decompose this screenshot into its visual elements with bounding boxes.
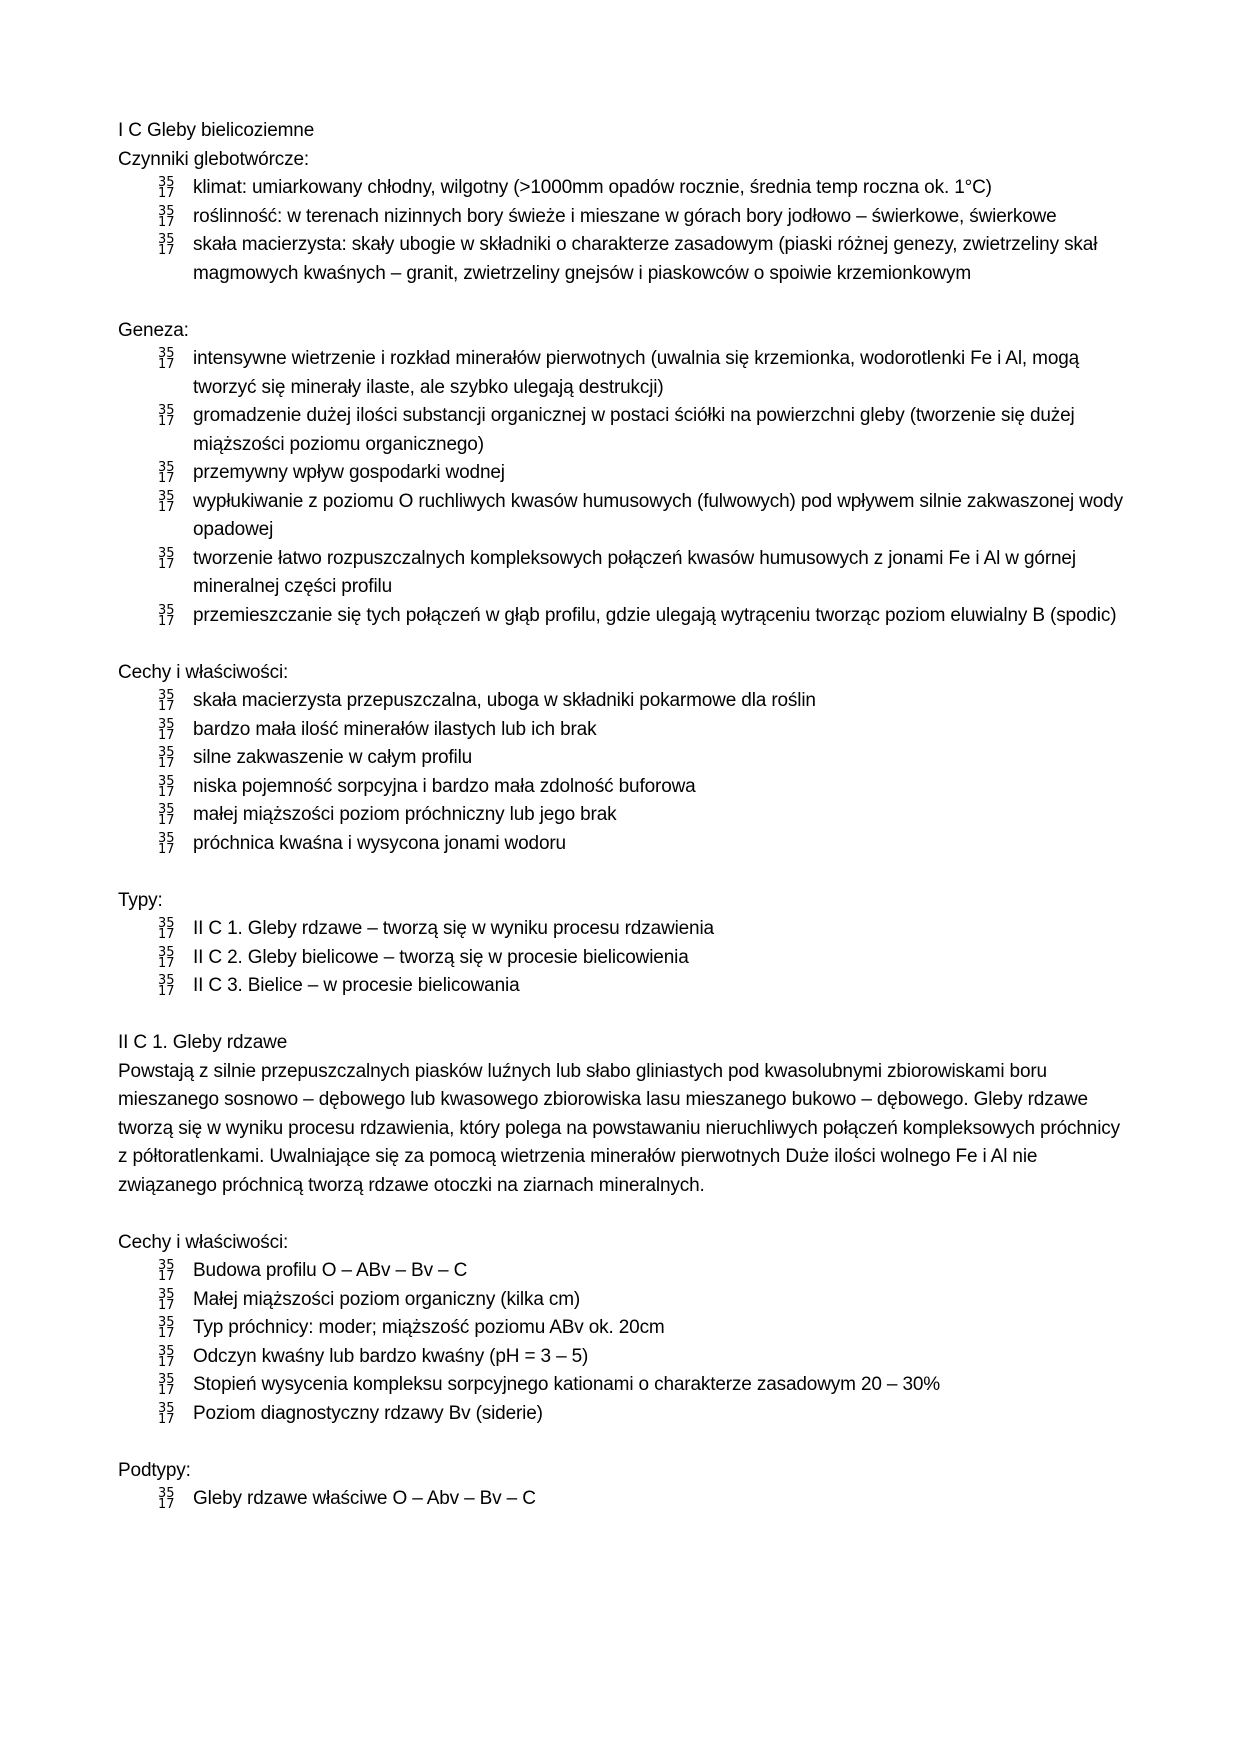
bullet-icon: 35 17: [158, 1372, 175, 1398]
bullet-icon: 35 17: [158, 232, 175, 258]
bullet-icon: 35 17: [158, 1286, 175, 1313]
bullet-icon: 35 17: [158, 1486, 175, 1512]
list-item: 35 17 II C 1. Gleby rdzawe – tworzą się w wyniku procesu rdzawienia: [158, 916, 714, 942]
bullet-list: [118, 687, 1128, 858]
document-body: [118, 117, 1128, 1514]
list-item: 35 17 II C 3. Bielice – w procesie bielicowania: [158, 973, 520, 999]
list-item: 35 17 silne zakwaszenie w całym profilu: [158, 745, 473, 771]
list-item: 35 17 bardzo mała ilość minerałów ilastych lub ich brak: [158, 716, 597, 743]
bullet-icon: 35 17: [158, 1400, 175, 1427]
paragraph: Powstają z silnie przepuszczalnych piasków luźnych lub słabo gliniastych pod kwasolubnymi zbiorowiskami boru mieszanego sosnowo – dębowego lub kwasowego zbiorowiska lasu mieszanego bukowo – dębowego. Gleby rdzawe tworzą się w wyniku procesu rdzawienia, który polega na powstawaniu nieruchliwych połączeń kompleksowych próchnicy z półtoratlenkami. Uwalniające się za pomocą wietrzenia minerałów pierwotnych Duże ilości wolnego Fe i Al nie związanego próchnicą tworzą rdzawe otoczki na ziarnach mineralnych.: [118, 1060, 1120, 1196]
bullet-icon: 35 17: [158, 745, 175, 771]
bullet-icon: 35 17: [158, 716, 175, 743]
bullet-icon: 35 17: [158, 460, 175, 486]
list-item: 35 17 przemywny wpływ gospodarki wodnej: [158, 460, 505, 486]
bullet-icon: 35 17: [158, 944, 175, 971]
document-title: I C Gleby bielicoziemne: [118, 120, 315, 141]
bullet-icon: 35 17: [158, 346, 175, 372]
list-item: 35 17 niska pojemność sorpcyjna i bardzo mała zdolność buforowa: [158, 773, 696, 800]
section-heading: Typy:: [118, 889, 163, 911]
bullet-icon: 35 17: [158, 688, 175, 714]
section-gleby-rdzawe: [118, 1029, 1128, 1200]
list-item: 35 17 próchnica kwaśna i wysycona jonami wodoru: [158, 830, 566, 857]
bullet-list: [118, 1485, 1128, 1514]
section-geneza: [118, 317, 1128, 631]
section-heading: Cechy i właściwości:: [118, 1231, 289, 1253]
list-item: 35 17 Gleby rdzawe właściwe O – Abv – Bv – C: [158, 1486, 536, 1512]
section-heading: Cechy i właściwości:: [118, 661, 289, 683]
list-item: 35 17 Poziom diagnostyczny rdzawy Bv (siderie): [158, 1400, 543, 1427]
bullet-icon: 35 17: [158, 1315, 175, 1341]
list-item: 35 17 przemieszczanie się tych połączeń w głąb profilu, gdzie ulegają wytrąceniu tworząc poziom eluwialny B (spodic): [158, 602, 1117, 629]
bullet-icon: 35 17: [158, 203, 175, 230]
list-item: 35 17 II C 2. Gleby bielicowe – tworzą się w procesie bielicowienia: [158, 944, 689, 971]
section-podtypy: [118, 1457, 1128, 1514]
list-item: 35 17 Typ próchnicy: moder; miąższość poziomu ABv ok. 20cm: [158, 1315, 665, 1341]
section-heading: Geneza:: [118, 319, 189, 341]
list-item: 35 17 Stopień wysycenia kompleksu sorpcyjnego kationami o charakterze zasadowym 20 – 30%: [158, 1372, 941, 1398]
section-cechy-bielicoziemne: [118, 659, 1128, 859]
bullet-list: [118, 345, 1128, 630]
bullet-icon: 35 17: [158, 1343, 175, 1370]
bullet-icon: 35 17: [158, 916, 175, 942]
list-item: 35 17 skała macierzysta przepuszczalna, uboga w składniki pokarmowe dla roślin: [158, 688, 816, 714]
bullet-icon: 35 17: [158, 830, 175, 857]
section-cechy-rdzawe: [118, 1229, 1128, 1429]
section-czynniki-glebotworcze: [118, 117, 1128, 288]
bullet-list: [118, 174, 1128, 288]
list-item: 35 17 gromadzenie dużej ilości substancji organicznej w postaci ściółki na powierzchni gleby (tworzenie się dużej miąższości poziomu organicznego): [158, 403, 1075, 455]
section-heading: II C 1. Gleby rdzawe: [118, 1032, 288, 1053]
list-item: 35 17 Odczyn kwaśny lub bardzo kwaśny (pH = 3 – 5): [158, 1343, 589, 1370]
list-item: 35 17 intensywne wietrzenie i rozkład minerałów pierwotnych (uwalnia się krzemionka, wodorotlenki Fe i Al, mogą tworzyć się minerały ilaste, ale szybko ulegają destrukcji): [158, 346, 1080, 398]
bullet-list: [118, 1257, 1128, 1428]
list-item: 35 17 roślinność: w terenach nizinnych bory świeże i mieszane w górach bory jodłowo – świerkowe, świerkowe: [158, 203, 1057, 230]
section-heading: Czynniki glebotwórcze:: [118, 148, 310, 170]
list-item: 35 17 małej miąższości poziom próchniczny lub jego brak: [158, 802, 617, 828]
list-item: 35 17 tworzenie łatwo rozpuszczalnych kompleksowych połączeń kwasów humusowych z jonami Fe i Al w górnej mineralnej części profilu: [158, 545, 1076, 597]
bullet-list: [118, 915, 1128, 1001]
bullet-icon: 35 17: [158, 802, 175, 828]
list-item: 35 17 skała macierzysta: skały ubogie w składniki o charakterze zasadowym (piaski różnej genezy, zwietrzeliny skał magmowych kwaśnych – granit, zwietrzeliny gnejsów i piaskowców o spoiwie krzemionkowym: [158, 232, 1098, 284]
bullet-icon: 35 17: [158, 973, 175, 999]
bullet-icon: 35 17: [158, 1258, 175, 1284]
bullet-icon: 35 17: [158, 602, 175, 629]
bullet-icon: 35 17: [158, 403, 175, 429]
bullet-icon: 35 17: [158, 488, 175, 515]
list-item: 35 17 Małej miąższości poziom organiczny (kilka cm): [158, 1286, 581, 1313]
list-item: 35 17 wypłukiwanie z poziomu O ruchliwych kwasów humusowych (fulwowych) pod wpływem silnie zakwaszonej wody opadowej: [158, 488, 1123, 540]
list-item: 35 17 klimat: umiarkowany chłodny, wilgotny (>1000mm opadów rocznie, średnia temp roczna ok. 1°C): [158, 175, 992, 201]
bullet-icon: 35 17: [158, 773, 175, 800]
section-heading: Podtypy:: [118, 1459, 191, 1481]
section-typy: [118, 887, 1128, 1001]
bullet-icon: 35 17: [158, 175, 175, 201]
bullet-icon: 35 17: [158, 545, 175, 572]
list-item: 35 17 Budowa profilu O – ABv – Bv – C: [158, 1258, 468, 1284]
